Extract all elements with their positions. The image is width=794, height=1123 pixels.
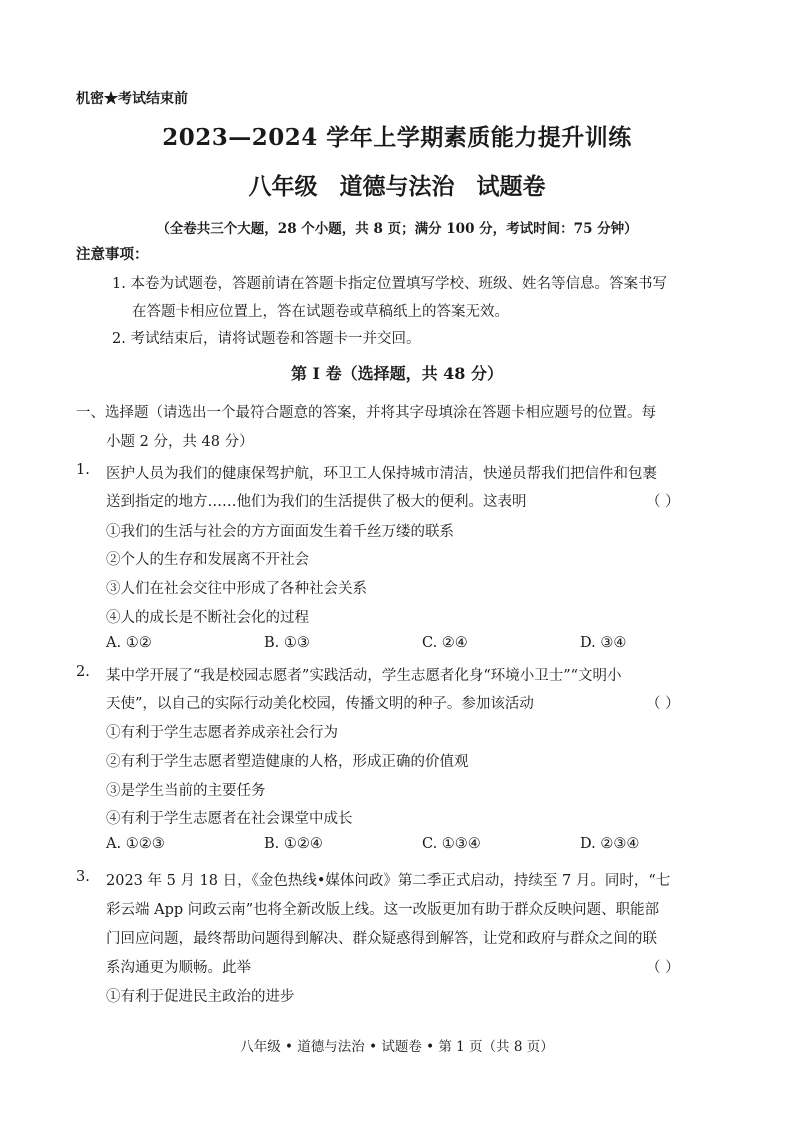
page-footer: 八年级 • 道德与法治 • 试题卷 • 第 1 页（共 8 页） — [240, 1039, 554, 1055]
question-number: 3. — [76, 869, 90, 885]
question-stem-line: 医护人员为我们的健康保驾护航，环卫工人保持城市清洁，快递员帮我们把信件和包裹 — [106, 466, 657, 482]
part-title: 第 I 卷（选择题，共 48 分） — [290, 364, 504, 383]
option-b: B. ①③ — [264, 635, 310, 651]
statement: ①有利于学生志愿者养成亲社会行为 — [106, 725, 338, 741]
statement: ②个人的生存和发展离不开社会 — [106, 552, 309, 568]
notice-item-1-line-2: 在答题卡相应位置上，答在试题卷或草稿纸上的答案无效。 — [132, 304, 509, 320]
question-number: 2. — [76, 664, 90, 680]
statement: ②有利于学生志愿者塑造健康的人格，形成正确的价值观 — [106, 754, 469, 770]
question-stem-line: 门回应问题，最终帮助问题得到解决、群众疑惑得到解答，让党和政府与群众之间的联 — [106, 931, 657, 947]
answer-parentheses: （ ） — [646, 960, 680, 976]
question-stem-line: 天使”，以自己的实际行动美化校园，传播文明的种子。参加该活动 — [106, 696, 534, 712]
option-a: A. ①②③ — [106, 836, 165, 852]
notice-item-1-line-1: 1. 本卷为试题卷，答题前请在答题卡指定位置填写学校、班级、姓名等信息。答案书写 — [112, 276, 667, 292]
statement: ①我们的生活与社会的方方面面发生着千丝万缕的联系 — [106, 524, 454, 540]
option-d: D. ③④ — [580, 635, 627, 651]
exam-title: 2023—2024 学年上学期素质能力提升训练 — [162, 124, 632, 151]
answer-options — [106, 635, 738, 651]
statement: ④人的成长是不断社会化的过程 — [106, 610, 309, 626]
option-b: B. ①②④ — [264, 836, 323, 852]
statement: ③人们在社会交往中形成了各种社会关系 — [106, 581, 367, 597]
section-instructions-line-2: 小题 2 分，共 48 分） — [106, 434, 254, 450]
statement: ③是学生当前的主要任务 — [106, 783, 266, 799]
notice-heading: 注意事项： — [76, 246, 149, 263]
option-c: C. ②④ — [422, 635, 468, 651]
notice-item-2: 2. 考试结束后，请将试题卷和答题卡一并交回。 — [112, 331, 421, 347]
question-stem-line: 送到指定的地方……他们为我们的生活提供了极大的便利。这表明 — [106, 494, 527, 510]
question-number: 1. — [76, 462, 90, 478]
exam-info: （全卷共三个大题，28 个小题，共 8 页；满分 100 分，考试时间：75 分钟） — [156, 221, 638, 237]
option-c: C. ①③④ — [422, 836, 481, 852]
option-d: D. ②③④ — [580, 836, 640, 852]
answer-parentheses: （ ） — [646, 494, 680, 510]
section-instructions-line-1: 一、选择题（请选出一个最符合题意的答案，并将其字母填涂在答题卡相应题号的位置。每 — [76, 405, 656, 421]
confidential-mark: 机密★考试结束前 — [76, 91, 188, 107]
question-stem-line: 2023 年 5 月 18 日，《金色热线•媒体问政》第二季正式启动，持续至 7 月。同时，“七 — [106, 873, 671, 889]
statement: ①有利于促进民主政治的进步 — [106, 989, 295, 1005]
question-stem-line: 某中学开展了“我是校园志愿者”实践活动，学生志愿者化身“环境小卫士”“文明小 — [106, 668, 622, 684]
question-stem-line: 彩云端 App 问政云南”也将全新改版上线。这一改版更加有助于群众反映问题、职能部 — [106, 902, 660, 918]
option-a: A. ①② — [106, 635, 152, 651]
answer-options — [106, 836, 738, 852]
question-stem-line: 系沟通更为顺畅。此举 — [106, 960, 251, 976]
answer-parentheses: （ ） — [646, 696, 680, 712]
exam-subtitle: 八年级 道德与法治 试题卷 — [248, 173, 546, 200]
statement: ④有利于学生志愿者在社会课堂中成长 — [106, 811, 353, 827]
